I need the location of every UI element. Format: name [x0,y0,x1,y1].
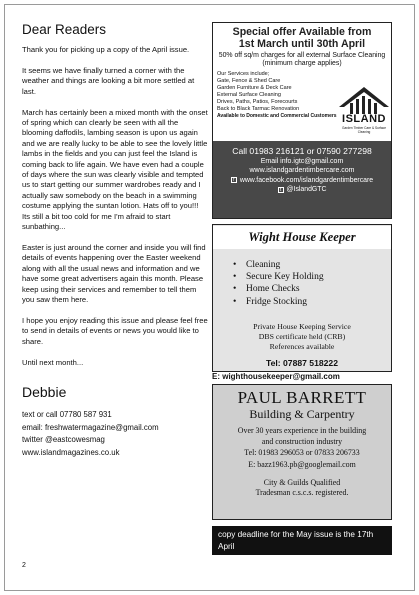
service-item: Back to Black Tarmac Renovation [217,106,300,113]
ad-facebook: www.facebook.com/islandgardentimbercare [239,176,374,184]
deadline-notice: copy deadline for the May issue is the 17th April [212,526,392,555]
ad-email[interactable]: Email info.igtc@gmail.com [260,157,344,165]
letter-paragraph: Until next month... [22,357,84,367]
ad-headline-line: 1st March until 30th April [238,38,366,50]
ad-info [213,322,391,352]
experience-line: Over 30 years experience in the building [237,426,367,435]
ad-headline-line: Special offer Available from [232,26,372,38]
contact-email[interactable]: email: freshwatermagazine@gmail.com [22,422,159,432]
ad-contact-bar [213,141,391,219]
ad-headline [213,26,391,50]
logo-tagline: Garden Timber Care & Surface Cleaning [342,126,386,135]
service-item: Garden Furniture & Deck Care [217,85,292,92]
letter-paragraph: It seems we have finally turned a corner with the weather and things are looking a bit more settled at last. [22,65,195,96]
service-item: • Home Checks [233,283,324,295]
ad-title: Wight House Keeper [213,226,391,249]
house-logo-icon [337,85,391,115]
ad-telephone: Tel: 01983 296053 or 07833 206733 [244,448,360,458]
qualifications [213,478,391,499]
ad-facebook-row[interactable] [213,176,391,186]
availability-note: Available to Domestic and Commercial Customers [217,113,337,120]
info-line: References available [269,342,335,351]
experience-line: and construction industry [261,437,343,447]
business-trade: Building & Carpentry [249,407,355,421]
letter-signature: Debbie [22,384,67,401]
service-item: Gate, Fence & Shed Care [217,78,281,85]
island-timber-care-ad [212,22,392,219]
logo-wordmark: ISLAND [342,113,386,126]
ad-twitter: @IslandGTC [286,186,327,194]
service-item: • Cleaning [233,259,324,271]
service-item: • Secure Key Holding [233,271,324,283]
qualification-line: Tradesman c.s.c.s. registered. [255,488,349,498]
letter-paragraph: Thank you for picking up a copy of the April issue. [22,45,190,54]
contact-website[interactable]: www.islandmagazines.co.uk [22,447,120,457]
ad-email[interactable]: E: wighthousekeeper@gmail.com [212,372,340,381]
page-number: 2 [22,562,26,569]
twitter-icon: t [278,187,284,193]
service-item: Drives, Paths, Patios, Forecourts [217,99,298,106]
ad-twitter-row[interactable] [213,185,391,195]
services-list [217,71,341,120]
ad-website[interactable]: www.islandgardentimbercare.com [249,167,355,175]
paul-barrett-ad [212,384,392,520]
qualification-line: City & Guilds Qualified [263,477,341,487]
facebook-icon: f [231,177,237,183]
ad-offer-text: 50% off sq/m charges for all external Surface Cleaning (minimum charge applies) [218,52,386,68]
letter-paragraph: Easter is just around the corner and inside you will find details of events happening over the Easter weekend along with all the usual news and information and we have some great advertisers again this month. Please keep using their services and remember to tell them you saw them here. [22,243,206,305]
services-title: Our Services include; [217,71,270,78]
letter-paragraph: I hope you enjoy reading this issue and please feel free to send in details of events or news you would like to share. [22,315,208,346]
services-list [233,259,324,308]
ad-email[interactable]: E: bazz1963.pb@googlemail.com [248,459,356,469]
contact-twitter[interactable]: twitter @eastcowesmag [22,435,105,445]
ad-telephone: Tel: 07887 518222 [266,358,338,368]
info-line: Private House Keeping Service [253,322,351,331]
letter-paragraph: March has certainly been a mixed month with the onset of spring which can clearly be seen with all the blooming daffodils, lambing season is upon us again and we are really lucky to be able to see the lovely little lambs in the fields and you can just feel the Island is coming back to life again. We have even had a couple of days where the sun was clearly visible and tempted us to start getting our summer wardrobes ready and I actually saw somebody on the beach in a swimming costume applying the suntan lotion. Hats off to you!!! Its still a bit too cold for me I'm afraid to start sunbathing... [22,107,208,232]
island-logo [337,85,391,137]
service-item: • Fridge Stocking [233,296,324,308]
contact-phone: text or call 07780 587 931 [22,410,112,420]
wight-house-keeper-ad [212,224,392,372]
letter-greeting: Dear Readers [22,22,107,37]
info-line: DBS certificate held (CRB) [258,332,346,341]
ad-services-area [213,71,391,148]
ad-phone: Call 01983 216121 or 07590 277298 [232,146,372,156]
service-item: External Surface Cleaning [217,92,281,99]
business-name: PAUL BARRETT [237,388,367,407]
editor-letter [22,22,208,459]
